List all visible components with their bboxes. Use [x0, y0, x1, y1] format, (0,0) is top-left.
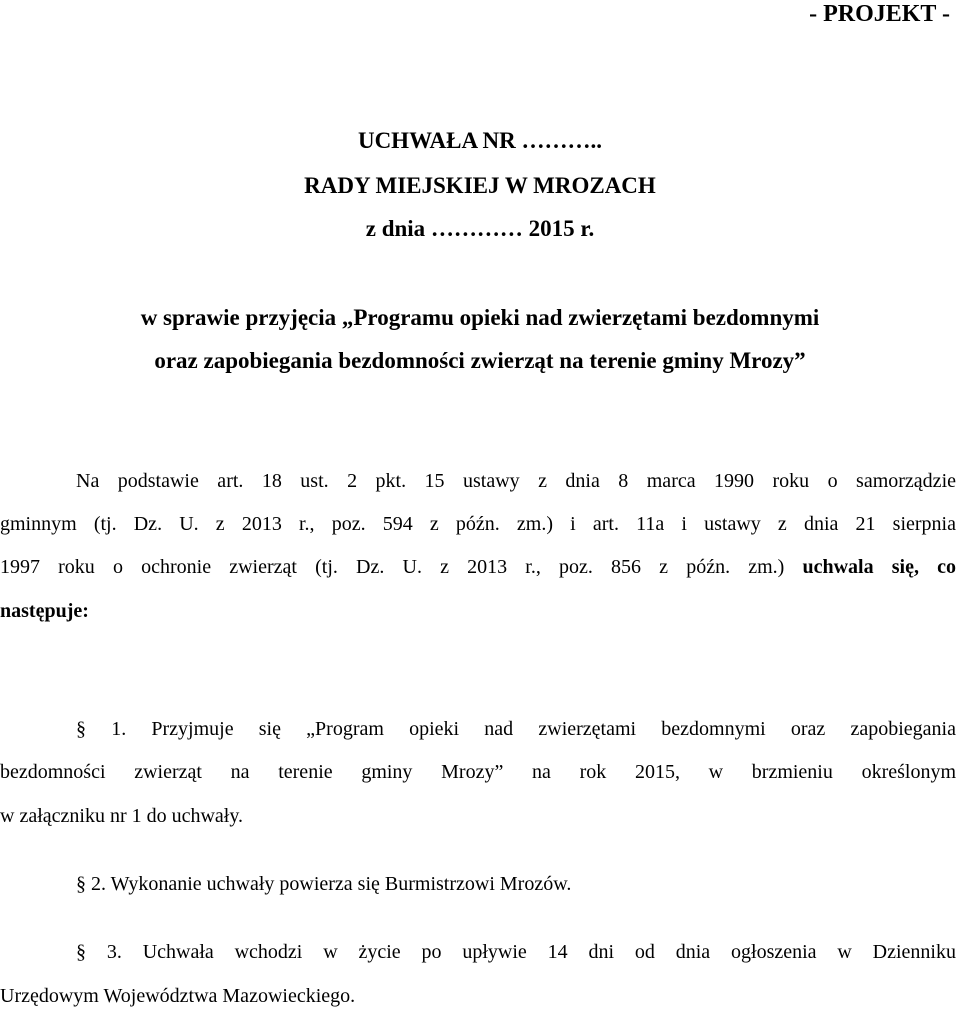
paragraph-3-line-1: § 3. Uchwała wchodzi w życie po upływie 14 dni od dnia ogłoszenia w Dzienniku: [76, 941, 956, 963]
preamble-line-1: Na podstawie art. 18 ust. 2 pkt. 15 ustawy z dnia 8 marca 1990 roku o samorządzie: [76, 470, 956, 492]
preamble-line-3: [0, 554, 956, 580]
subject-line-1: w sprawie przyjęcia „Programu opieki nad zwierzętami bezdomnymi: [140, 305, 820, 330]
preamble-line-2: gminnym (tj. Dz. U. z 2013 r., poz. 594 z późn. zm.) i art. 11a i ustawy z dnia 21 sierpnia: [0, 513, 956, 535]
paragraph-1-line-1: § 1. Przyjmuje się „Program opieki nad zwierzętami bezdomnymi oraz zapobiegania: [76, 718, 956, 740]
preamble-enacting-clause: uchwala się, co: [802, 556, 956, 578]
subject-line-2: oraz zapobiegania bezdomności zwierząt na terenie gminy Mrozy”: [154, 348, 806, 373]
resolution-number: UCHWAŁA NR ………..: [357, 128, 603, 153]
preamble-line-4: następuje:: [0, 600, 89, 622]
paragraph-1-line-2: bezdomności zwierząt na terenie gminy Mrozy” na rok 2015, w brzmieniu określonym: [0, 761, 956, 783]
resolution-date: z dnia ………… 2015 r.: [365, 216, 595, 241]
projekt-label: - PROJEKT -: [809, 1, 950, 27]
council-name: RADY MIEJSKIEJ W MROZACH: [304, 173, 656, 198]
preamble-line-3-text: 1997 roku o ochronie zwierząt (tj. Dz. U. z 2013 r., poz. 856 z późn. zm.): [0, 556, 803, 578]
paragraph-2-line-1: § 2. Wykonanie uchwały powierza się Burmistrzowi Mrozów.: [76, 873, 572, 895]
paragraph-1-line-3: w załączniku nr 1 do uchwały.: [0, 805, 244, 827]
paragraph-3-line-2: Urzędowym Województwa Mazowieckiego.: [0, 985, 356, 1007]
